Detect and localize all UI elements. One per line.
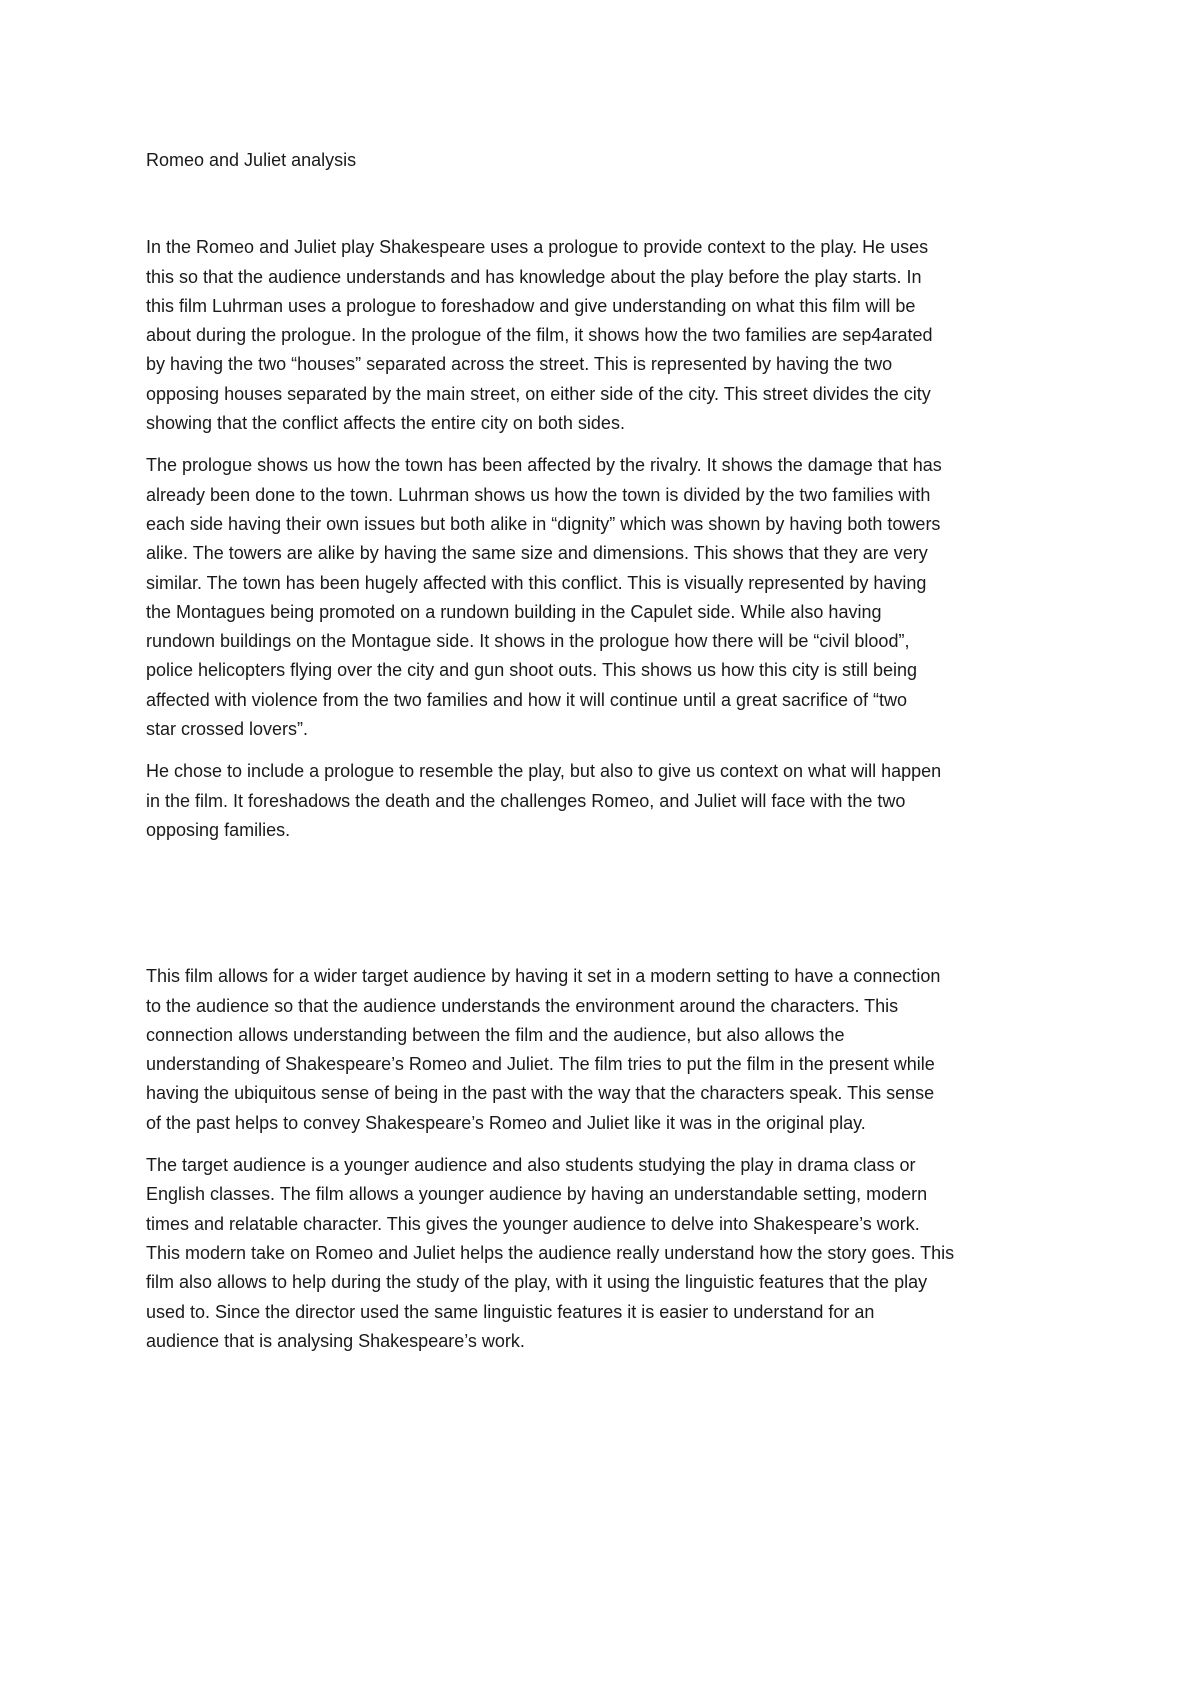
text-line: He chose to include a prologue to resemble the play, but also to give us context on what will happen — [146, 761, 942, 782]
text-line: understanding of Shakespeare’s Romeo and Juliet. The film tries to put the film in the present while — [146, 1054, 935, 1075]
text-line: in the film. It foreshadows the death and the challenges Romeo, and Juliet will face with the two — [146, 790, 906, 811]
text-line: by having the two “houses” separated across the street. This is represented by having the two — [146, 354, 893, 375]
text-line: each side having their own issues but both alike in “dignity” which was shown by having both towers — [146, 513, 941, 534]
text-line: to the audience so that the audience understands the environment around the characters. This — [146, 995, 899, 1016]
text-line: used to. Since the director used the same linguistic features it is easier to understand for an — [146, 1301, 875, 1322]
document-title: Romeo and Juliet analysis — [146, 150, 357, 170]
document-body — [146, 146, 1060, 1369]
text-line: showing that the conflict affects the entire city on both sides. — [146, 413, 625, 434]
text-line: alike. The towers are alike by having the same size and dimensions. This shows that they are very — [146, 543, 928, 564]
text-line: about during the prologue. In the prologue of the film, it shows how the two families are sep4arated — [146, 325, 933, 346]
text-line: rundown buildings on the Montague side. It shows in the prologue how there will be “civil blood”, — [146, 631, 910, 652]
text-line: The prologue shows us how the town has been affected by the rivalry. It shows the damage that has — [146, 455, 942, 476]
text-line: audience that is analysing Shakespeare’s work. — [146, 1330, 525, 1351]
text-line: The target audience is a younger audience and also students studying the play in drama class or — [146, 1155, 916, 1176]
paragraph-2 — [146, 451, 1060, 744]
text-line: opposing families. — [146, 819, 291, 840]
paragraph-4 — [146, 962, 1060, 1138]
text-line: opposing houses separated by the main street, on either side of the city. This street divides the city — [146, 383, 931, 404]
text-line: already been done to the town. Luhrman shows us how the town is divided by the two families with — [146, 484, 931, 505]
text-line: this so that the audience understands and has knowledge about the play before the play starts. In — [146, 266, 922, 287]
paragraph-3 — [146, 757, 1060, 845]
text-line: this film Luhrman uses a prologue to foreshadow and give understanding on what this film will be — [146, 295, 916, 316]
text-line: star crossed lovers”. — [146, 719, 309, 740]
title-spacing — [146, 175, 1060, 233]
text-line: of the past helps to convey Shakespeare’s Romeo and Juliet like it was in the original play. — [146, 1112, 866, 1133]
section-spacing — [146, 858, 1060, 962]
text-line: the Montagues being promoted on a rundown building in the Capulet side. While also having — [146, 601, 882, 622]
text-line: police helicopters flying over the city and gun shoot outs. This shows us how this city is still being — [146, 660, 918, 681]
paragraph-1 — [146, 233, 1060, 438]
text-line: In the Romeo and Juliet play Shakespeare uses a prologue to provide context to the play. He uses — [146, 237, 929, 258]
paragraph-5 — [146, 1151, 1060, 1356]
text-line: affected with violence from the two families and how it will continue until a great sacrifice of “two — [146, 689, 908, 710]
text-line: English classes. The film allows a younger audience by having an understandable setting, modern — [146, 1184, 928, 1205]
text-line: This film allows for a wider target audience by having it set in a modern setting to have a connection — [146, 966, 941, 987]
text-line: having the ubiquitous sense of being in the past with the way that the characters speak. This sense — [146, 1083, 935, 1104]
text-line: times and relatable character. This gives the younger audience to delve into Shakespeare’s work. — [146, 1213, 920, 1234]
text-line: This modern take on Romeo and Juliet helps the audience really understand how the story goes. This — [146, 1242, 955, 1263]
text-line: film also allows to help during the study of the play, with it using the linguistic features that the play — [146, 1272, 928, 1293]
text-line: connection allows understanding between the film and the audience, but also allows the — [146, 1024, 845, 1045]
text-line: similar. The town has been hugely affected with this conflict. This is visually represented by having — [146, 572, 927, 593]
